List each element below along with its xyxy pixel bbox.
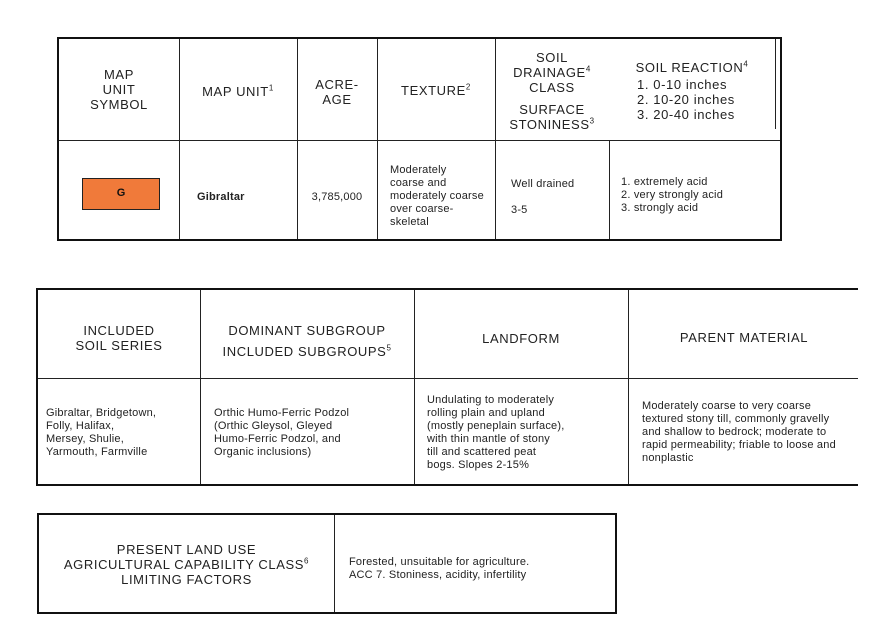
text-line: ACC 7. Stoniness, acidity, infertility xyxy=(349,569,527,581)
land-use-table xyxy=(37,513,617,614)
header-texture xyxy=(377,83,495,98)
header-surface-stoniness xyxy=(495,102,609,132)
header-landform: LANDFORM xyxy=(482,331,560,346)
text-line: rolling plain and upland xyxy=(427,407,545,419)
map-unit-symbol: G xyxy=(116,187,126,199)
text-line: Moderately coarse to very coarse xyxy=(642,400,812,412)
soil-series-table xyxy=(36,288,858,486)
reaction-depth-item: 1. 0-10 inches xyxy=(637,77,728,92)
header-line: LIMITING FACTORS xyxy=(121,572,252,587)
text-line: textured stony till, commonly gravelly xyxy=(642,413,830,425)
landform-value xyxy=(427,394,564,472)
reaction-value xyxy=(621,176,723,215)
header-line: SOIL xyxy=(535,50,569,65)
text-line: moderately coarse xyxy=(390,190,484,202)
subgroup-value xyxy=(214,407,349,459)
header-text: MAP UNIT xyxy=(202,84,269,99)
map-unit-symbol-swatch xyxy=(82,178,160,210)
text-line: nonplastic xyxy=(642,452,694,464)
header-line xyxy=(200,341,414,362)
soil-unit-table xyxy=(57,37,782,241)
header-text: AGRICULTURAL CAPABILITY CLASS xyxy=(63,557,305,572)
texture-value xyxy=(390,164,484,229)
text-line: bogs. Slopes 2-15% xyxy=(427,459,530,471)
text-line: over coarse- xyxy=(390,203,454,215)
acreage-value: 3,785,000 xyxy=(311,191,363,203)
text-line: (Orthic Gleysol, Gleyed xyxy=(214,420,333,432)
header-line xyxy=(609,60,775,75)
header-line: SOIL SERIES xyxy=(75,338,163,353)
header-map-unit-symbol xyxy=(59,67,179,112)
text-line: with thin mantle of stony xyxy=(427,433,551,445)
text-line: Orthic Humo-Ferric Podzol xyxy=(214,407,350,419)
footnote-ref: 2 xyxy=(465,82,471,92)
parent-material-value xyxy=(642,400,836,465)
header-map-unit xyxy=(179,84,297,99)
text-line: Organic inclusions) xyxy=(214,446,312,458)
header-line xyxy=(495,117,609,132)
header-line: SYMBOL xyxy=(90,97,148,112)
stoniness-value: 3-5 xyxy=(511,204,528,216)
text-line: till and scattered peat xyxy=(427,446,537,458)
footnote-ref: 4 xyxy=(743,59,749,69)
header-line: INCLUDED xyxy=(83,323,155,338)
text-line: Folly, Halifax, xyxy=(46,420,115,432)
text-line: 1. extremely acid xyxy=(621,176,708,188)
header-line: PRESENT LAND USE xyxy=(116,542,257,557)
text-line: skeletal xyxy=(390,216,429,228)
footnote-ref: 4 xyxy=(585,64,591,74)
header-line: DOMINANT SUBGROUP xyxy=(228,323,386,338)
included-series-value xyxy=(46,407,156,459)
header-line: UNIT xyxy=(102,82,136,97)
text-line: Moderately xyxy=(390,164,447,176)
text-line: (mostly peneplain surface), xyxy=(427,420,565,432)
text-line: Humo-Ferric Podzol, and xyxy=(214,433,341,445)
text-line: 2. very strongly acid xyxy=(621,189,724,201)
header-land-use xyxy=(39,542,334,587)
footnote-ref: 3 xyxy=(589,116,595,126)
text-line: Gibraltar, Bridgetown, xyxy=(46,407,157,419)
text-line: and shallow to bedrock; moderate to xyxy=(642,426,827,438)
header-text: TEXTURE xyxy=(401,83,466,98)
header-line: AGE xyxy=(322,92,352,107)
header-text: STONINESS xyxy=(509,117,590,132)
header-line: ACRE- xyxy=(315,77,359,92)
text-line: Yarmouth, Farmville xyxy=(46,446,148,458)
drainage-value: Well drained xyxy=(511,178,575,190)
header-subgroup xyxy=(200,320,414,362)
land-use-value xyxy=(349,556,529,582)
text-line: Forested, unsuitable for agriculture. xyxy=(349,556,530,568)
header-line: SURFACE xyxy=(519,102,585,117)
text-line: rapid permeability; friable to loose and xyxy=(642,439,836,451)
header-acreage xyxy=(297,77,377,107)
footnote-ref: 1 xyxy=(268,83,274,93)
header-included-series xyxy=(38,323,200,353)
footnote-ref: 6 xyxy=(304,556,310,566)
map-unit-name: Gibraltar xyxy=(197,191,245,203)
header-text: DRAINAGE xyxy=(513,65,586,80)
header-soil-reaction xyxy=(609,60,775,122)
text-line: Mersey, Shulie, xyxy=(46,433,124,445)
footnote-ref: 5 xyxy=(386,343,392,353)
header-parent-material: PARENT MATERIAL xyxy=(679,330,809,345)
text-line: 3. strongly acid xyxy=(621,202,699,214)
text-line: Undulating to moderately xyxy=(427,394,555,406)
header-line: MAP xyxy=(104,67,134,82)
header-text: SOIL REACTION xyxy=(635,60,744,75)
header-line: CLASS xyxy=(529,80,575,95)
reaction-depth-item: 3. 20-40 inches xyxy=(637,107,735,122)
header-line xyxy=(39,557,334,572)
reaction-depth-list xyxy=(609,77,775,122)
header-text: INCLUDED SUBGROUPS xyxy=(222,344,387,359)
text-line: coarse and xyxy=(390,177,447,189)
header-drainage-class xyxy=(495,50,609,95)
header-line xyxy=(495,65,609,80)
reaction-depth-item: 2. 10-20 inches xyxy=(637,92,735,107)
